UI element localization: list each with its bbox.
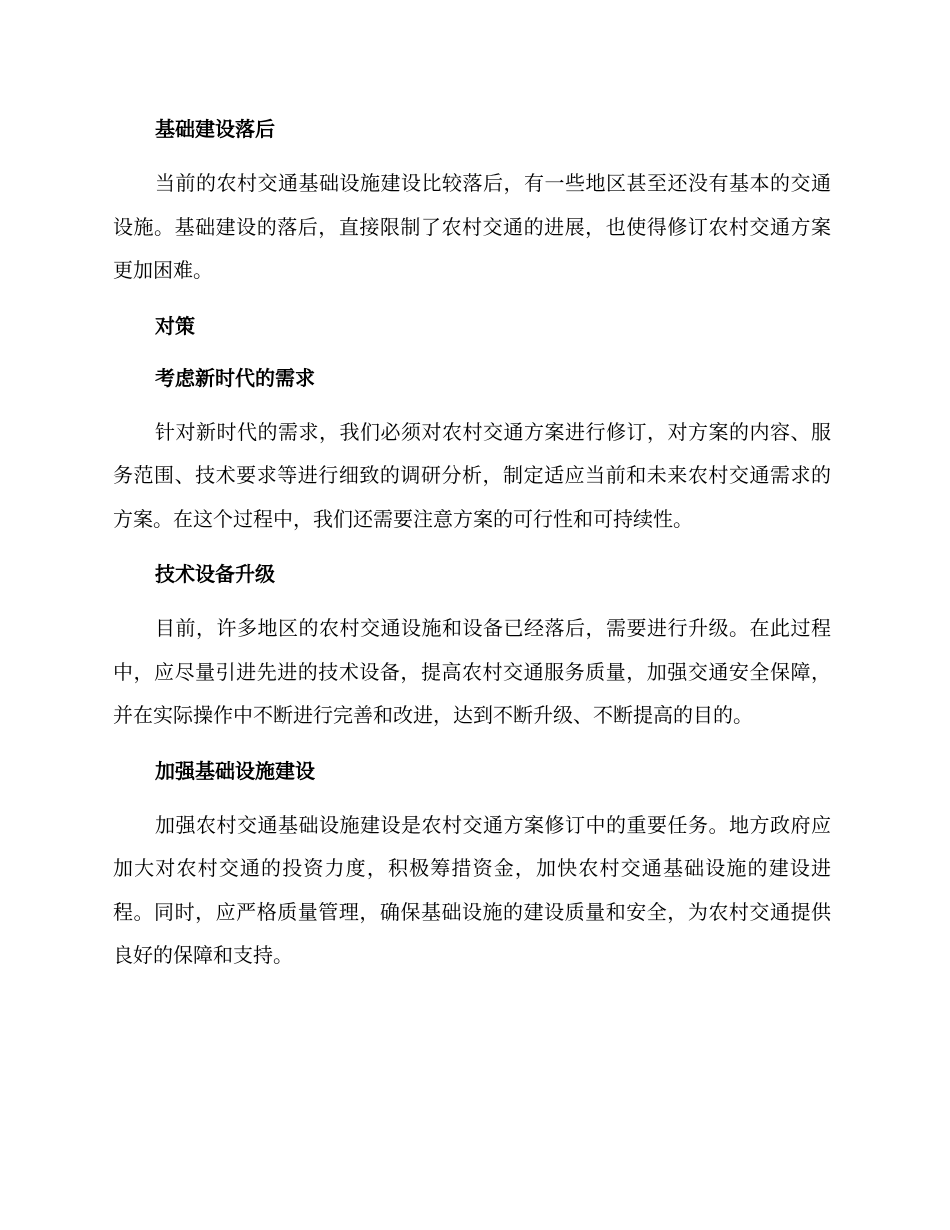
section-heading-strengthen-infrastructure: 加强基础设施建设 — [155, 758, 315, 783]
section-paragraph-new-era-needs: 针对新时代的需求，我们必须对农村交通方案进行修订，对方案的内容、服务范围、技术要求等进行细致的调研分析，制定适应当前和未来农村交通需求的方案。在这个过程中，我们还需要注意方案的可行性和可持续性。 — [113, 419, 831, 531]
document-body — [113, 110, 831, 992]
section-paragraph-infrastructure-lagging: 当前的农村交通基础设施建设比较落后，有一些地区甚至还没有基本的交通设施。基础建设的落后，直接限制了农村交通的进展，也使得修订农村交通方案更加困难。 — [113, 171, 831, 282]
section-heading-infrastructure-lagging: 基础建设落后 — [155, 117, 275, 141]
section-paragraph-strengthen-infrastructure: 加强农村交通基础设施建设是农村交通方案修订中的重要任务。地方政府应加大对农村交通的投资力度，积极筹措资金，加快农村交通基础设施的建设进程。同时，应严格质量管理，确保基础设施的建设质量和安全，为农村交通提供良好的保障和支持。 — [113, 812, 831, 967]
section-paragraph-equipment-upgrade: 目前，许多地区的农村交通设施和设备已经落后，需要进行升级。在此过程中，应尽量引进先进的技术设备，提高农村交通服务质量，加强交通安全保障，并在实际操作中不断进行完善和改进，达到不断升级、不断提高的目的。 — [113, 616, 831, 727]
section-heading-new-era-needs: 考虑新时代的需求 — [155, 365, 315, 390]
section-heading-equipment-upgrade: 技术设备升级 — [155, 562, 275, 586]
section-heading-countermeasures: 对策 — [155, 313, 195, 338]
